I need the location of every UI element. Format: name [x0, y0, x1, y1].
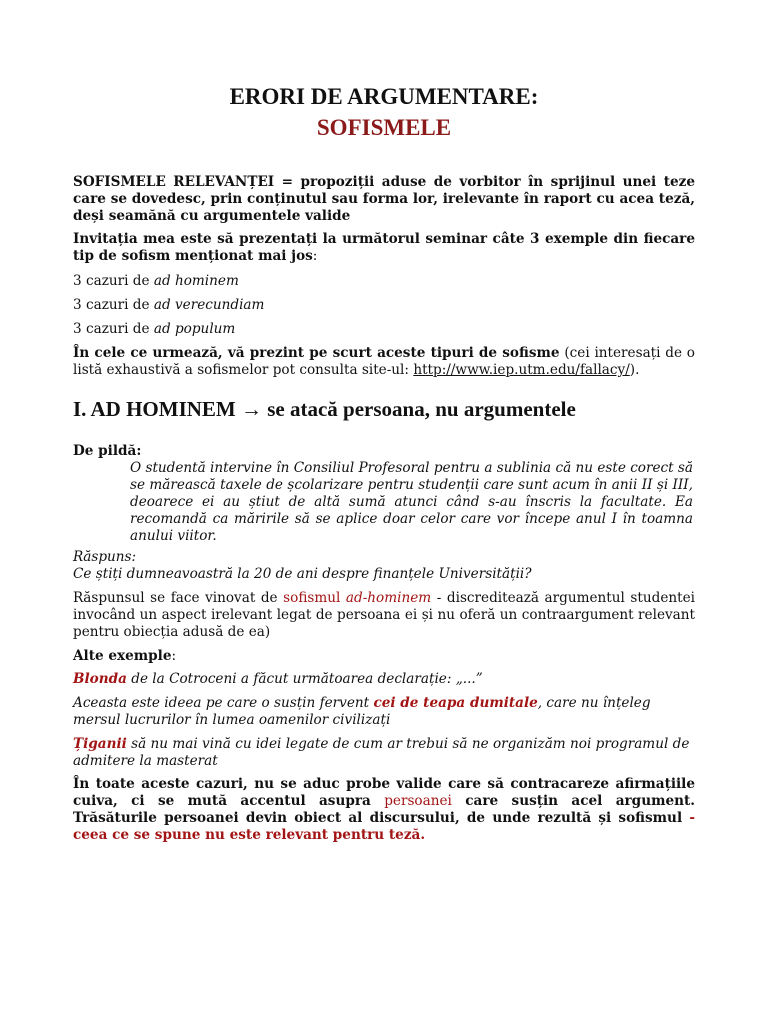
- case-term: ad hominem: [153, 273, 239, 289]
- invitation-text: Invitația mea este să prezentați la următorul seminar câte 3 exemple din fiecare tip de sofism menționat mai jos: [73, 231, 695, 264]
- example-item-2: [73, 695, 695, 729]
- invitation-paragraph: [73, 231, 695, 265]
- explanation-c: ad-hominem: [345, 590, 432, 606]
- explanation-d: - discreditează argumentul studentei invocând un aspect irelevant legat de persoana ei și nu oferă un contraargument relevant pentru obiecția adusă de ea): [73, 590, 695, 640]
- document-title: ERORI DE ARGUMENTARE:: [229, 84, 539, 109]
- other-examples-label: [73, 648, 695, 665]
- document-subtitle: SOFISMELE: [316, 115, 452, 140]
- response-label: Răspuns:: [73, 549, 137, 565]
- case-term: ad populum: [153, 321, 236, 337]
- case-item-1: [73, 273, 695, 290]
- explanation-paragraph: [73, 590, 695, 641]
- summary-paragraph: [73, 345, 695, 379]
- other-label-text: Alte exemple: [73, 648, 172, 664]
- fallacy-link[interactable]: http://www.iep.utm.edu/fallacy/: [413, 362, 630, 378]
- case-item-3: [73, 321, 695, 338]
- conclusion-b: care susțin acel argument. Trăsăturile persoanei devin obiect al discursului, de unde rezultă și sofismul: [73, 793, 696, 826]
- explanation-a: Răspunsul se face vinovat de: [73, 590, 284, 606]
- example-1-rest: de la Cotroceni a făcut următoarea declarație: „...”: [126, 671, 483, 687]
- case-term: ad verecundiam: [153, 297, 265, 313]
- example-quote: O studentă intervine în Consiliul Profesoral pentru a sublinia că nu este corect să se mărească taxele de școlarizare pentru studenții care sunt acum în anii II și III, deoarece ei au știut de altă sumă atunci când s-au înscris la facultate. Ea recomandă ca măririle să se aplice doar celor care vor începe anul I în toamna anului viitor.: [130, 460, 694, 544]
- example-label: De pildă:: [73, 443, 142, 459]
- case-prefix: 3 cazuri de: [73, 321, 154, 337]
- example-3-red: Țiganii: [73, 736, 127, 752]
- response-text: Ce știți dumneavoastră la 20 de ani despre finanțele Universității?: [73, 566, 532, 582]
- conclusion-c: - ceea ce se spune nu este relevant pentru teză.: [73, 810, 695, 843]
- section-heading: I. AD HOMINEM → se atacă persoana, nu argumentele: [73, 397, 576, 421]
- example-item-1: [73, 671, 695, 688]
- case-prefix: 3 cazuri de: [73, 297, 154, 313]
- summary-bold: În cele ce urmează, vă prezint pe scurt aceste tipuri de sofisme: [73, 345, 560, 361]
- summary-rest: (cei interesați de o listă exhaustivă a sofismelor pot consulta site-ul:: [73, 345, 695, 378]
- example-2-red: cei de teapa dumitale: [373, 695, 538, 711]
- other-label-colon: :: [171, 648, 177, 664]
- invitation-colon: :: [312, 248, 318, 264]
- example-1-red: Blonda: [73, 671, 127, 687]
- definition-paragraph: SOFISMELE RELEVANȚEI = propoziții aduse de vorbitor în sprijinul unei teze care se dovedesc, prin conținutul sau forma lor, irelevante în raport cu acea teză, deși seamănă cu argumentele valide: [73, 174, 695, 224]
- case-prefix: 3 cazuri de: [73, 273, 154, 289]
- example-2-a: Aceasta este ideea pe care o susțin fervent: [73, 695, 374, 711]
- conclusion-paragraph: [73, 776, 695, 844]
- explanation-b: sofismul: [283, 590, 346, 606]
- example-item-3: [73, 736, 695, 770]
- conclusion-a: În toate aceste cazuri, nu se aduc probe valide care să contracareze afirmațiile cuiva, ci se mută accentul asupra: [73, 776, 695, 809]
- example-3-rest: să nu mai vină cu idei legate de cum ar trebui să ne organizăm noi programul de admitere la masterat: [73, 736, 690, 769]
- summary-end: ).: [629, 362, 640, 378]
- conclusion-red: persoanei: [384, 793, 452, 809]
- case-item-2: [73, 297, 695, 314]
- example-2-b: , care nu înțeleg mersul lucrurilor în lumea oamenilor civilizați: [73, 695, 651, 728]
